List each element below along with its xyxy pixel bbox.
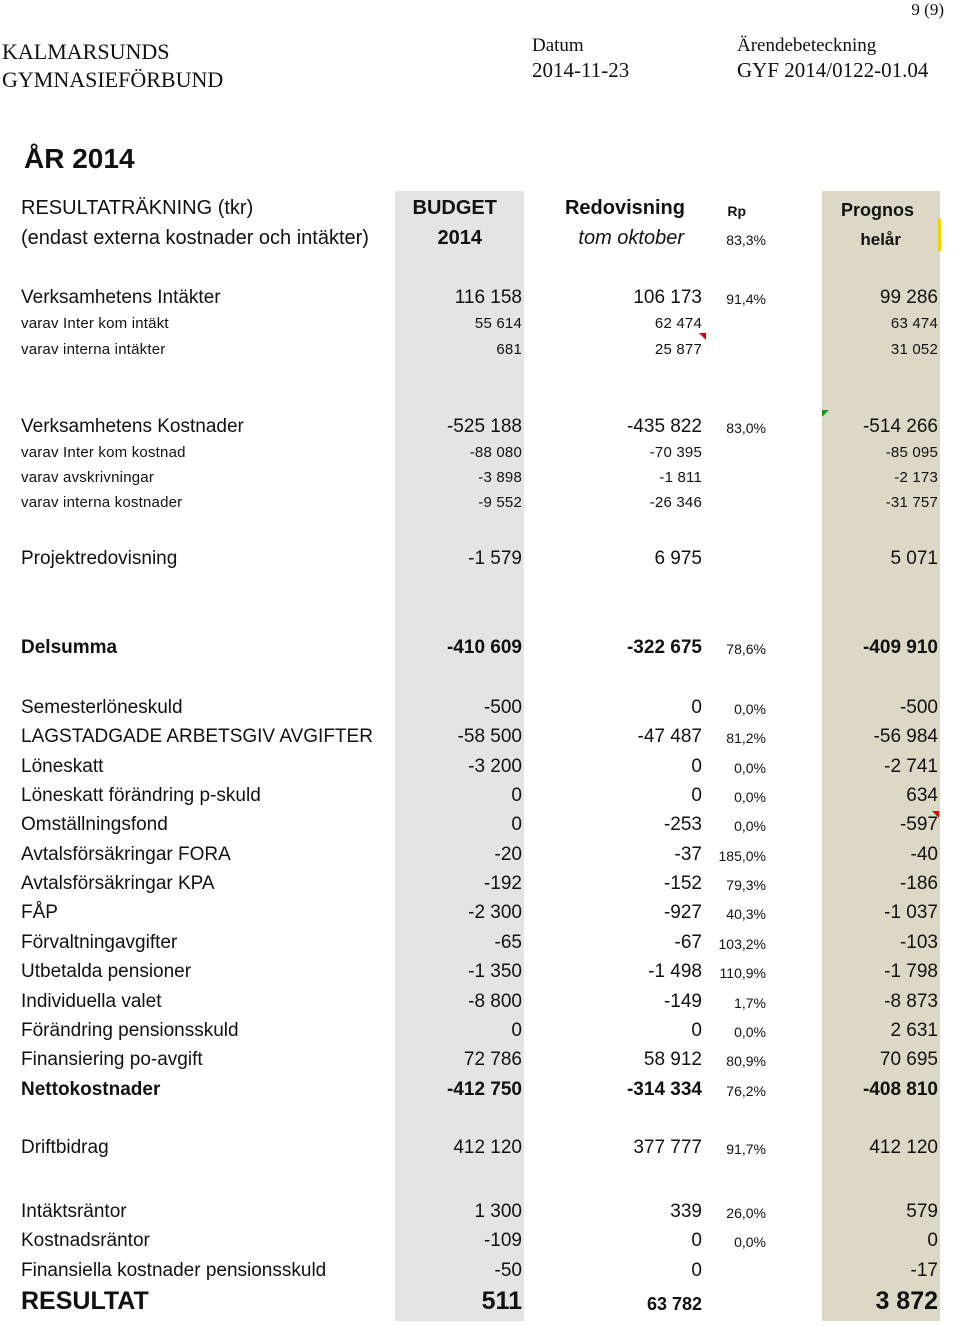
row-label: Semesterlöneskuld xyxy=(21,697,183,718)
row-label: varav Inter kom kostnad xyxy=(21,444,186,461)
redovisning-cell: 63 782 xyxy=(646,1294,702,1314)
header-label: RESULTATRÄKNING (tkr) xyxy=(21,197,254,219)
rp-cell: 110,9% xyxy=(719,965,766,981)
redovisning-cell: 339 xyxy=(670,1201,702,1222)
prognos-cell: 70 695 xyxy=(879,1049,938,1070)
prognos-cell: -2 741 xyxy=(884,756,938,777)
prognos-cell: -85 095 xyxy=(885,444,938,461)
row-label: varav avskrivningar xyxy=(21,469,155,486)
budget-cell: -2 300 xyxy=(468,902,522,923)
prognos-cell: 5 071 xyxy=(890,548,938,569)
rp-cell: 91,4% xyxy=(726,291,766,307)
row-label: Löneskatt förändring p-skuld xyxy=(21,785,261,806)
redovisning-cell: 58 912 xyxy=(643,1049,702,1070)
budget-cell: 681 xyxy=(496,341,522,358)
header-redovisning: Redovisning xyxy=(564,197,685,219)
redovisning-cell: -26 346 xyxy=(649,494,702,511)
rp-cell: 0,0% xyxy=(734,1024,766,1040)
selection-edge xyxy=(938,219,941,251)
budget-cell: 55 614 xyxy=(474,315,522,332)
prognos-cell: 31 052 xyxy=(890,341,938,358)
row-label: Driftbidrag xyxy=(21,1137,109,1158)
budget-cell: -412 750 xyxy=(446,1079,522,1100)
row-label: Omställningsfond xyxy=(21,814,168,835)
row-label: Delsumma xyxy=(21,637,118,658)
rp-cell: 81,2% xyxy=(726,730,766,746)
redovisning-cell: -149 xyxy=(663,991,702,1012)
rp-cell: 0,0% xyxy=(734,1234,766,1250)
row-label: Förvaltningavgifter xyxy=(21,932,178,953)
redovisning-cell: 0 xyxy=(691,697,702,718)
row-label: Förändring pensionsskuld xyxy=(21,1020,239,1041)
page-number: 9 (9) xyxy=(911,0,944,19)
rp-cell: 79,3% xyxy=(726,877,766,893)
redovisning-cell: -314 334 xyxy=(626,1079,702,1100)
rp-cell: 80,9% xyxy=(726,1053,766,1069)
rp-cell: 0,0% xyxy=(734,818,766,834)
row-label: Individuella valet xyxy=(21,991,162,1012)
budget-cell: -3 200 xyxy=(468,756,522,777)
comment-marker[interactable] xyxy=(699,333,706,340)
budget-cell: -525 188 xyxy=(446,416,522,437)
budget-cell: -192 xyxy=(483,873,522,894)
row-label: FÅP xyxy=(21,902,58,923)
redovisning-cell: -322 675 xyxy=(626,637,702,658)
header-rp: Rp xyxy=(727,203,746,219)
budget-cell: 0 xyxy=(511,785,522,806)
header-budget-year: 2014 xyxy=(437,227,482,249)
prognos-cell: 3 872 xyxy=(875,1287,938,1315)
prognos-cell: 63 474 xyxy=(890,315,938,332)
prognos-cell: -1 037 xyxy=(884,902,938,923)
case-number-label: Ärendebeteckning xyxy=(737,35,877,56)
row-label: Utbetalda pensioner xyxy=(21,961,192,982)
prognos-cell: 2 631 xyxy=(890,1020,938,1041)
redovisning-cell: -152 xyxy=(663,873,702,894)
row-label: Verksamhetens Kostnader xyxy=(21,416,244,437)
prognos-cell: -597 xyxy=(899,814,938,835)
row-label: varav interna intäkter xyxy=(21,341,166,358)
row-label: Nettokostnader xyxy=(21,1079,161,1100)
redovisning-cell: -253 xyxy=(663,814,702,835)
budget-cell: -8 800 xyxy=(468,991,522,1012)
organization-line1: KALMARSUNDS xyxy=(2,39,170,64)
rp-cell: 91,7% xyxy=(726,1141,766,1157)
date-label: Datum xyxy=(532,35,584,56)
prognos-cell: 579 xyxy=(906,1201,938,1222)
header-rp-value: 83,3% xyxy=(726,232,766,248)
date-value: 2014-11-23 xyxy=(532,58,630,82)
redovisning-cell: -1 498 xyxy=(648,961,702,982)
prognos-cell: 0 xyxy=(927,1230,938,1251)
budget-cell: -9 552 xyxy=(478,494,522,511)
budget-cell: 1 300 xyxy=(474,1201,522,1222)
case-number-value: GYF 2014/0122-01.04 xyxy=(737,58,929,82)
header-sublabel: (endast externa kostnader och intäkter) xyxy=(21,227,369,249)
prognos-cell: -514 266 xyxy=(862,416,938,437)
rp-cell: 0,0% xyxy=(734,701,766,717)
redovisning-cell: 25 877 xyxy=(654,341,702,358)
rp-cell: 26,0% xyxy=(726,1205,766,1221)
prognos-cell: -408 810 xyxy=(862,1079,938,1100)
comment-marker[interactable] xyxy=(932,811,939,818)
budget-cell: 72 786 xyxy=(463,1049,522,1070)
row-label: Avtalsförsäkringar KPA xyxy=(21,873,215,894)
rp-cell: 185,0% xyxy=(718,848,766,864)
budget-cell: -1 350 xyxy=(468,961,522,982)
header-prognos: Prognos xyxy=(840,200,914,220)
prognos-cell: -186 xyxy=(899,873,938,894)
row-label: Verksamhetens Intäkter xyxy=(21,287,221,308)
row-label: Kostnadsräntor xyxy=(21,1230,150,1251)
prognos-cell: 412 120 xyxy=(869,1137,938,1158)
redovisning-cell: 0 xyxy=(691,1230,702,1251)
budget-cell: -65 xyxy=(494,932,522,953)
redovisning-cell: -70 395 xyxy=(649,444,702,461)
header-prognos-period: helår xyxy=(860,230,901,249)
redovisning-cell: -1 811 xyxy=(659,469,702,486)
row-label: varav interna kostnader xyxy=(21,494,183,511)
budget-cell: 412 120 xyxy=(453,1137,522,1158)
redovisning-cell: 106 173 xyxy=(633,287,702,308)
prognos-cell: -1 798 xyxy=(884,961,938,982)
row-label: Intäktsräntor xyxy=(21,1201,127,1222)
row-label: LAGSTADGADE ARBETSGIV AVGIFTER xyxy=(21,726,373,747)
rp-cell: 40,3% xyxy=(726,906,766,922)
organization-line2: GYMNASIEFÖRBUND xyxy=(2,67,224,92)
row-label: RESULTAT xyxy=(21,1287,149,1315)
page-title: ÅR 2014 xyxy=(24,143,135,174)
redovisning-cell: 0 xyxy=(691,785,702,806)
budget-cell: 0 xyxy=(511,814,522,835)
budget-cell: -109 xyxy=(483,1230,522,1251)
row-label: Finansiering po-avgift xyxy=(21,1049,203,1070)
prognos-cell: 99 286 xyxy=(879,287,938,308)
organization-name xyxy=(2,38,223,94)
prognos-cell: -2 173 xyxy=(894,469,938,486)
row-label: Projektredovisning xyxy=(21,548,178,569)
redovisning-cell: 0 xyxy=(691,1260,702,1281)
budget-cell: -20 xyxy=(494,844,522,865)
budget-cell: -88 080 xyxy=(469,444,522,461)
prognos-cell: -56 984 xyxy=(873,726,938,747)
prognos-cell: -500 xyxy=(899,697,938,718)
redovisning-cell: -927 xyxy=(663,902,702,923)
redovisning-cell: -47 487 xyxy=(637,726,702,747)
budget-cell: -410 609 xyxy=(446,637,522,658)
rp-cell: 76,2% xyxy=(726,1083,766,1099)
row-label: varav Inter kom intäkt xyxy=(21,315,169,332)
budget-cell: -3 898 xyxy=(478,469,522,486)
rp-cell: 103,2% xyxy=(718,936,766,952)
row-label: Löneskatt xyxy=(21,756,104,777)
redovisning-cell: 0 xyxy=(691,756,702,777)
redovisning-cell: -67 xyxy=(674,932,702,953)
redovisning-cell: -37 xyxy=(674,844,702,865)
budget-cell: -50 xyxy=(494,1260,522,1281)
prognos-cell: -31 757 xyxy=(885,494,938,511)
redovisning-cell: 62 474 xyxy=(654,315,702,332)
budget-cell: 511 xyxy=(481,1287,522,1315)
prognos-cell: -409 910 xyxy=(862,637,938,658)
redovisning-cell: 6 975 xyxy=(654,548,702,569)
prognos-cell: 634 xyxy=(906,785,938,806)
redovisning-cell: -435 822 xyxy=(626,416,702,437)
prognos-cell: -103 xyxy=(899,932,938,953)
redovisning-cell: 377 777 xyxy=(633,1137,702,1158)
row-label: Finansiella kostnader pensionsskuld xyxy=(21,1260,327,1281)
rp-cell: 0,0% xyxy=(734,789,766,805)
prognos-cell: -8 873 xyxy=(884,991,938,1012)
budget-cell: -1 579 xyxy=(468,548,522,569)
budget-cell: -58 500 xyxy=(457,726,522,747)
rp-cell: 83,0% xyxy=(726,420,766,436)
error-marker[interactable] xyxy=(822,410,829,417)
prognos-cell: -17 xyxy=(910,1260,938,1281)
rp-cell: 78,6% xyxy=(726,641,766,657)
row-label: Avtalsförsäkringar FORA xyxy=(21,844,231,865)
budget-cell: 116 158 xyxy=(454,287,522,308)
header-period: tom oktober xyxy=(578,227,684,249)
redovisning-cell: 0 xyxy=(691,1020,702,1041)
prognos-cell: -40 xyxy=(910,844,938,865)
budget-cell: -500 xyxy=(483,697,522,718)
rp-cell: 0,0% xyxy=(734,760,766,776)
header-budget: BUDGET xyxy=(412,197,497,219)
rp-cell: 1,7% xyxy=(734,995,766,1011)
budget-cell: 0 xyxy=(511,1020,522,1041)
